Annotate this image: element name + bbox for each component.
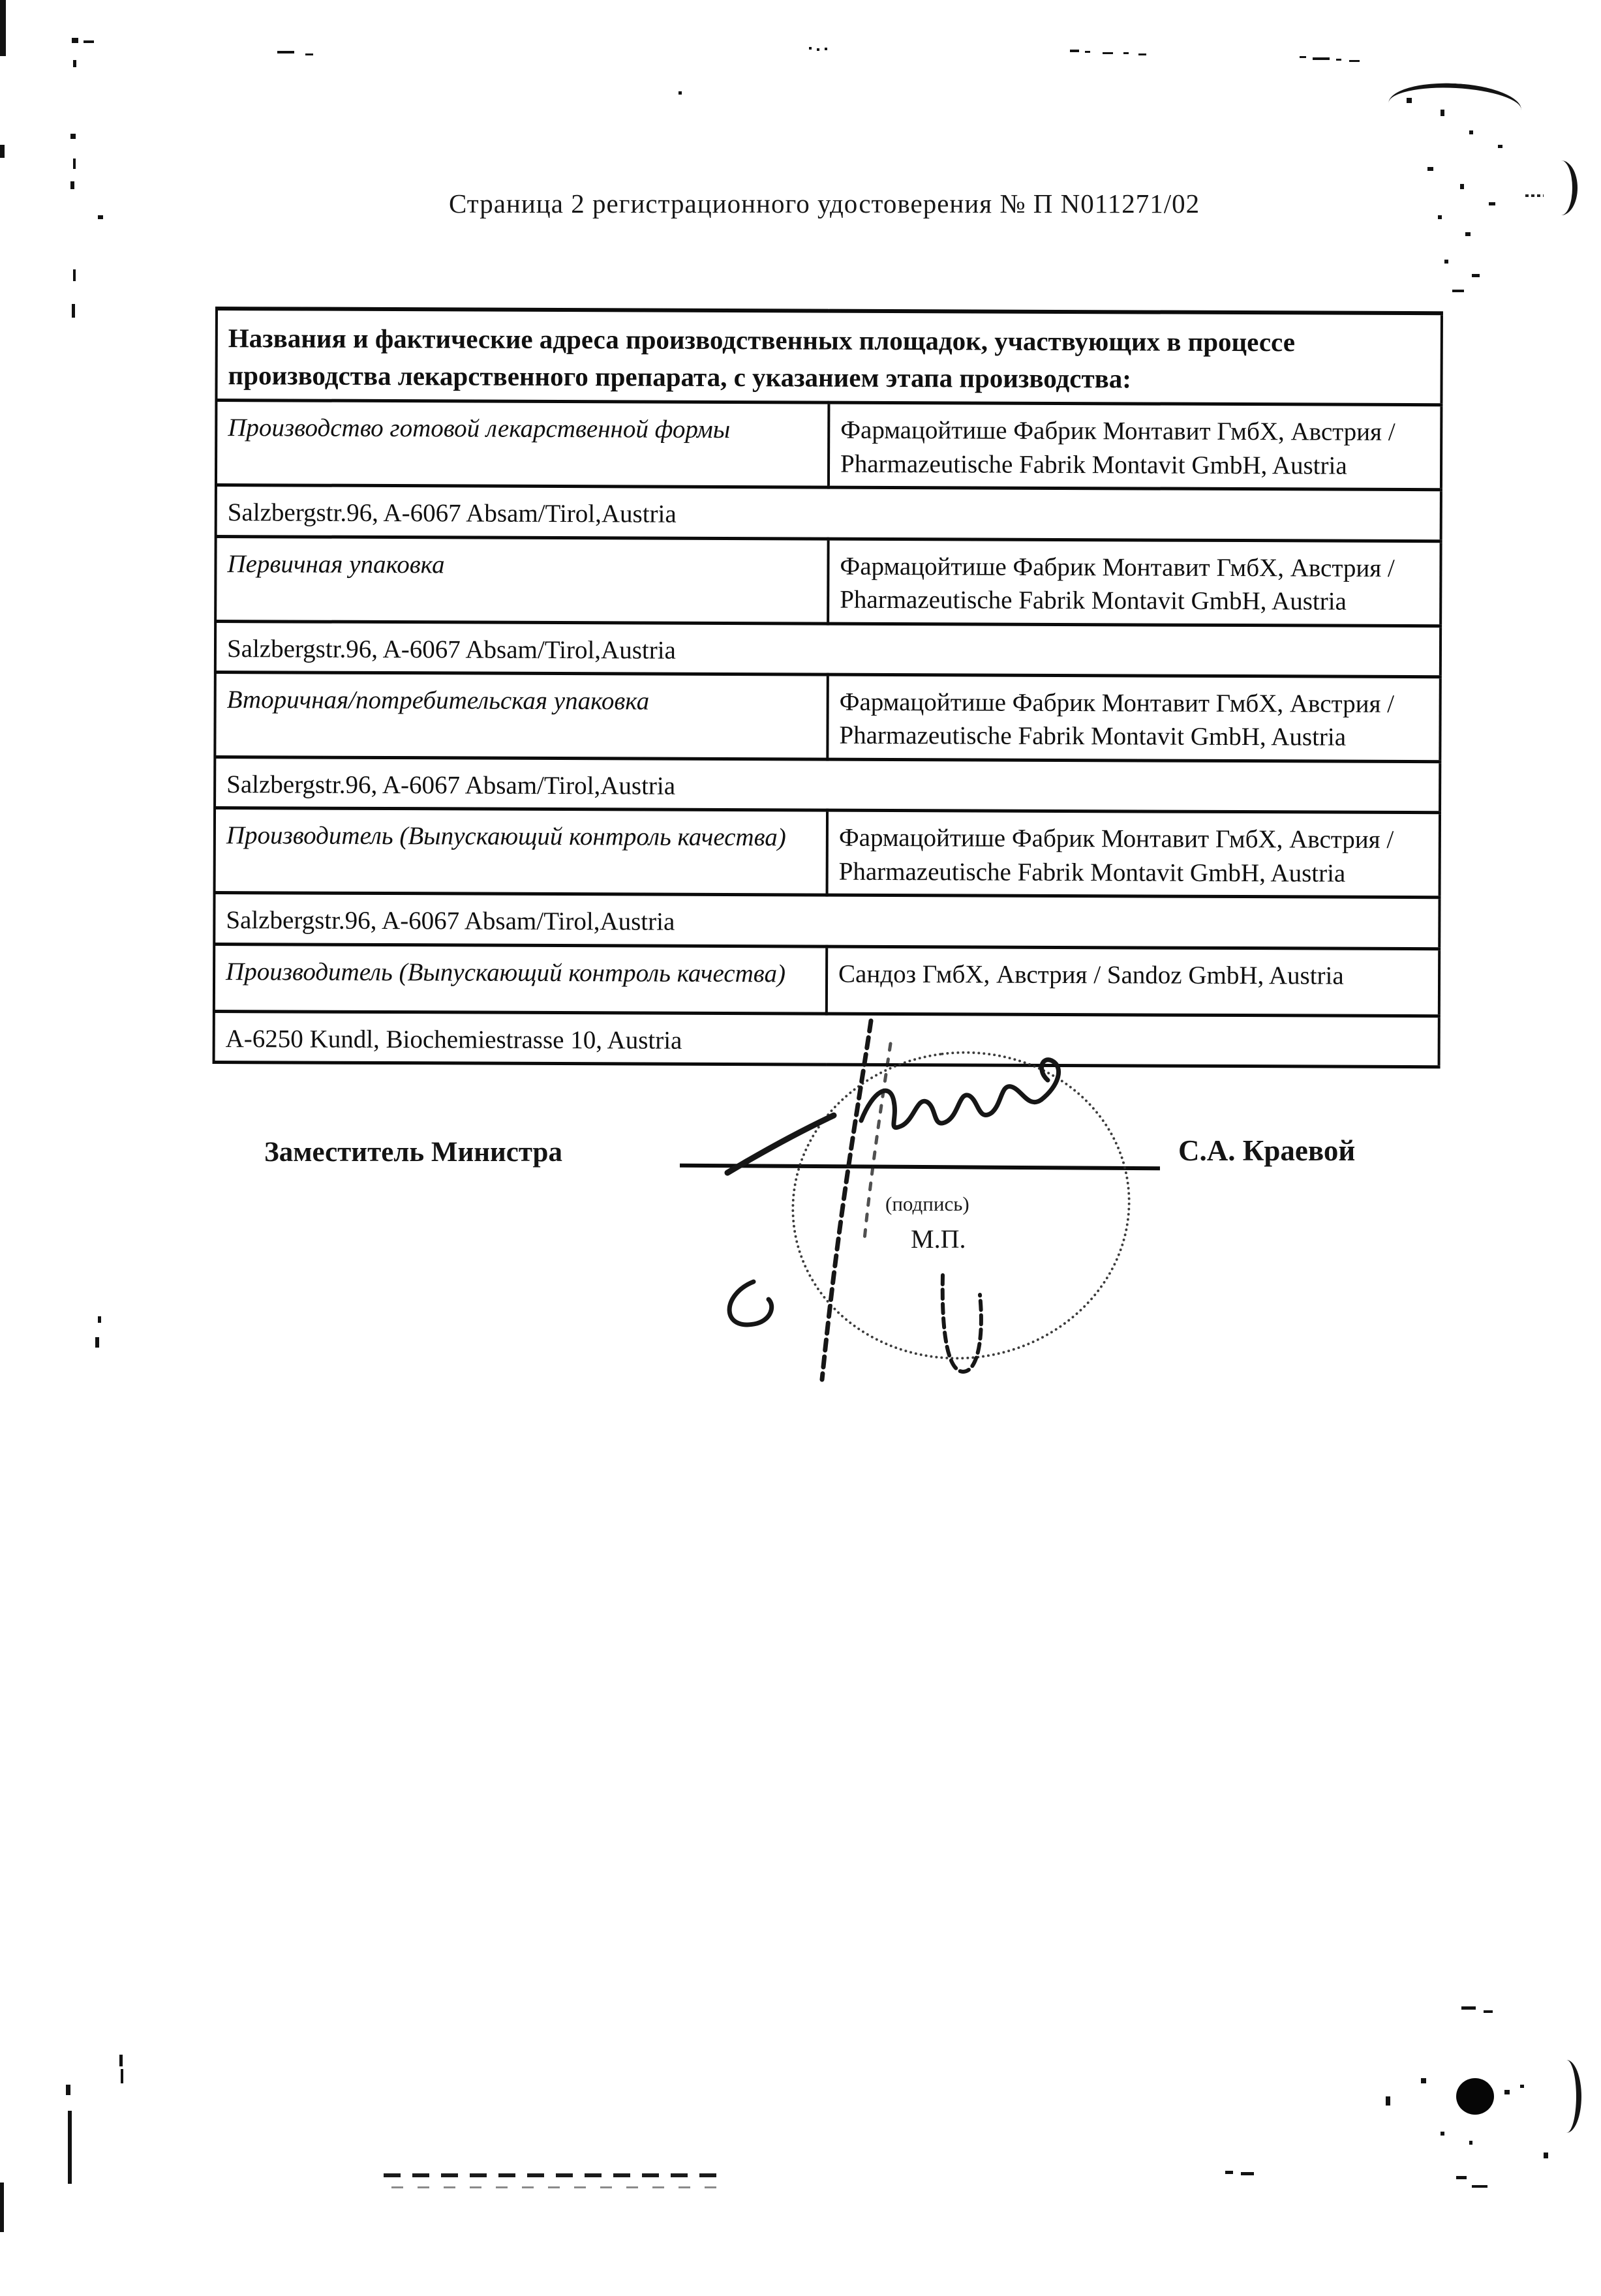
scan-speck bbox=[1525, 194, 1544, 197]
scan-speck bbox=[1300, 56, 1306, 58]
scan-speck bbox=[1138, 53, 1146, 55]
scan-speck bbox=[72, 304, 75, 318]
faded-text-artifact bbox=[384, 2173, 727, 2177]
scan-speck bbox=[1456, 2176, 1467, 2179]
table-row bbox=[215, 757, 1440, 813]
scan-speck bbox=[72, 38, 78, 43]
manufacturer-cell bbox=[829, 402, 1441, 490]
manufacturer-ru: Фармацойтише Фабрик Монтавит ГмбХ, Австрия / bbox=[840, 552, 1395, 582]
scan-speck bbox=[1103, 52, 1113, 54]
address-cell: Salzbergstr.96, A-6067 Absam/Tirol,Austria bbox=[216, 485, 1441, 541]
manufacturer-ru: Фармацойтише Фабрик Монтавит ГмбХ, Австрия / bbox=[839, 687, 1395, 718]
scan-speck bbox=[1452, 290, 1464, 292]
manufacturer-ru: Фармацойтише Фабрик Монтавит ГмбХ, Австрия / bbox=[838, 824, 1394, 854]
scan-speck bbox=[1241, 2172, 1254, 2175]
stage-cell: Производитель (Выпускающий контроль качества) bbox=[215, 808, 827, 896]
manufacturer-en: Pharmazeutische Fabrik Montavit GmbH, Austria bbox=[838, 857, 1346, 888]
scan-speck bbox=[1469, 130, 1473, 134]
scan-speck bbox=[73, 159, 76, 169]
manufacturer-cell bbox=[828, 539, 1441, 626]
table-title-cell: Названия и фактические адреса производственных площадок, участвующих в процессе производства лекарственного препарата, с указанием этапа производства: bbox=[216, 309, 1442, 405]
scan-speck bbox=[305, 53, 313, 55]
stamp-fragment-arc bbox=[1551, 2060, 1581, 2133]
signature-stroke bbox=[943, 1275, 981, 1372]
scan-edge-mark bbox=[0, 0, 6, 56]
signature-stroke bbox=[861, 1087, 1041, 1128]
seal-abbreviation: М.П. bbox=[911, 1224, 966, 1254]
stage-cell: Первичная упаковка bbox=[215, 536, 828, 624]
scan-speck bbox=[1386, 2096, 1390, 2106]
scan-speck bbox=[1469, 2141, 1472, 2145]
manufacturer-cell bbox=[827, 674, 1440, 762]
scan-speck bbox=[817, 48, 819, 51]
scan-speck bbox=[1438, 215, 1442, 219]
table-row bbox=[215, 672, 1440, 761]
manufacturer-cell bbox=[827, 810, 1440, 898]
scan-speck bbox=[1504, 2090, 1510, 2094]
scan-speck bbox=[84, 40, 94, 43]
table-row bbox=[216, 485, 1441, 541]
scan-speck bbox=[1472, 2185, 1487, 2188]
scan-speck bbox=[1441, 2132, 1444, 2136]
scan-speck bbox=[1465, 232, 1471, 236]
production-sites-table bbox=[213, 307, 1443, 1068]
scan-edge-mark bbox=[0, 2183, 4, 2232]
scan-speck bbox=[1336, 59, 1341, 61]
scan-speck bbox=[1123, 52, 1129, 54]
page-title: Страница 2 регистрационного удостоверения № П N011271/02 bbox=[449, 189, 1200, 219]
signer-position-title: Заместитель Министра bbox=[264, 1137, 562, 1168]
scan-line-mark bbox=[68, 2111, 72, 2184]
scan-speck bbox=[1484, 2010, 1493, 2013]
scan-speck bbox=[1460, 184, 1464, 189]
manufacturer-en: Pharmazeutische Fabrik Montavit GmbH, Austria bbox=[839, 721, 1347, 752]
stage-cell: Вторичная/потребительская упаковка bbox=[215, 672, 827, 759]
scan-speck bbox=[66, 2085, 70, 2095]
stamp-fragment-arc bbox=[1545, 160, 1578, 215]
signer-name: С.А. Краевой bbox=[1178, 1134, 1356, 1167]
manufacturer-en: Pharmazeutische Fabrik Montavit GmbH, Austria bbox=[840, 449, 1347, 480]
punch-hole-mark bbox=[1456, 2078, 1494, 2115]
scan-speck bbox=[1225, 2171, 1233, 2174]
scan-speck bbox=[1489, 202, 1495, 205]
faded-text-artifact bbox=[391, 2186, 718, 2188]
scan-speck bbox=[1407, 98, 1412, 103]
scan-speck bbox=[1498, 145, 1502, 148]
scan-speck bbox=[0, 145, 5, 158]
signature-stroke bbox=[1041, 1060, 1059, 1100]
scan-speck bbox=[95, 1337, 99, 1348]
scan-speck bbox=[1472, 274, 1480, 277]
scan-speck bbox=[679, 91, 682, 95]
scan-speck bbox=[98, 1316, 101, 1323]
stage-cell: Производитель (Выпускающий контроль качества) bbox=[214, 944, 827, 1014]
scan-speck bbox=[70, 181, 74, 189]
scan-speck bbox=[1544, 2152, 1548, 2158]
scan-speck bbox=[277, 51, 294, 53]
signature-caption: (подпись) bbox=[885, 1192, 969, 1215]
scan-speck bbox=[1313, 57, 1330, 60]
scan-speck bbox=[119, 2055, 123, 2066]
scan-speck bbox=[1441, 110, 1444, 116]
table-header-row bbox=[216, 309, 1442, 405]
scan-speck bbox=[1427, 167, 1433, 171]
signature-scribble bbox=[665, 1004, 1161, 1409]
manufacturer-ru: Фармацойтише Фабрик Монтавит ГмбХ, Австрия / bbox=[840, 415, 1395, 447]
table-row bbox=[215, 621, 1441, 677]
scan-speck bbox=[70, 134, 76, 139]
stage-cell: Производство готовой лекарственной формы bbox=[216, 400, 829, 488]
scan-speck bbox=[825, 48, 827, 50]
address-cell: Salzbergstr.96, A-6067 Absam/Tirol,Austria bbox=[214, 893, 1439, 949]
signature-stroke bbox=[729, 1282, 772, 1325]
address-cell: Salzbergstr.96, A-6067 Absam/Tirol,Austria bbox=[215, 757, 1440, 813]
table-row bbox=[215, 536, 1441, 626]
scan-speck bbox=[1520, 2085, 1524, 2088]
signature-stroke bbox=[864, 1044, 891, 1239]
manufacturer-ru: Сандоз ГмбХ, Австрия / Sandoz GmbH, Austria bbox=[838, 959, 1344, 990]
address-cell: Salzbergstr.96, A-6067 Absam/Tirol,Austria bbox=[215, 621, 1441, 677]
signature-stroke bbox=[822, 1021, 871, 1380]
scan-speck bbox=[121, 2069, 123, 2083]
scan-speck bbox=[1421, 2078, 1426, 2083]
table-row bbox=[214, 893, 1439, 949]
scan-speck bbox=[809, 47, 812, 50]
table-row bbox=[216, 400, 1441, 490]
signature-stroke bbox=[727, 1115, 834, 1173]
scan-speck bbox=[73, 269, 76, 281]
address-cell: A-6250 Kundl, Biochemiestrasse 10, Austria bbox=[214, 1011, 1439, 1067]
scan-speck bbox=[1461, 2006, 1476, 2010]
scan-speck bbox=[1444, 260, 1448, 264]
scan-speck bbox=[1085, 51, 1090, 53]
manufacturer-en: Pharmazeutische Fabrik Montavit GmbH, Austria bbox=[840, 585, 1347, 616]
scan-speck bbox=[73, 60, 76, 67]
scan-speck bbox=[1070, 50, 1079, 52]
scan-speck bbox=[1349, 60, 1360, 62]
table-row bbox=[215, 808, 1440, 898]
stamp-fragment-arc bbox=[1387, 80, 1522, 134]
scan-speck bbox=[98, 215, 103, 219]
